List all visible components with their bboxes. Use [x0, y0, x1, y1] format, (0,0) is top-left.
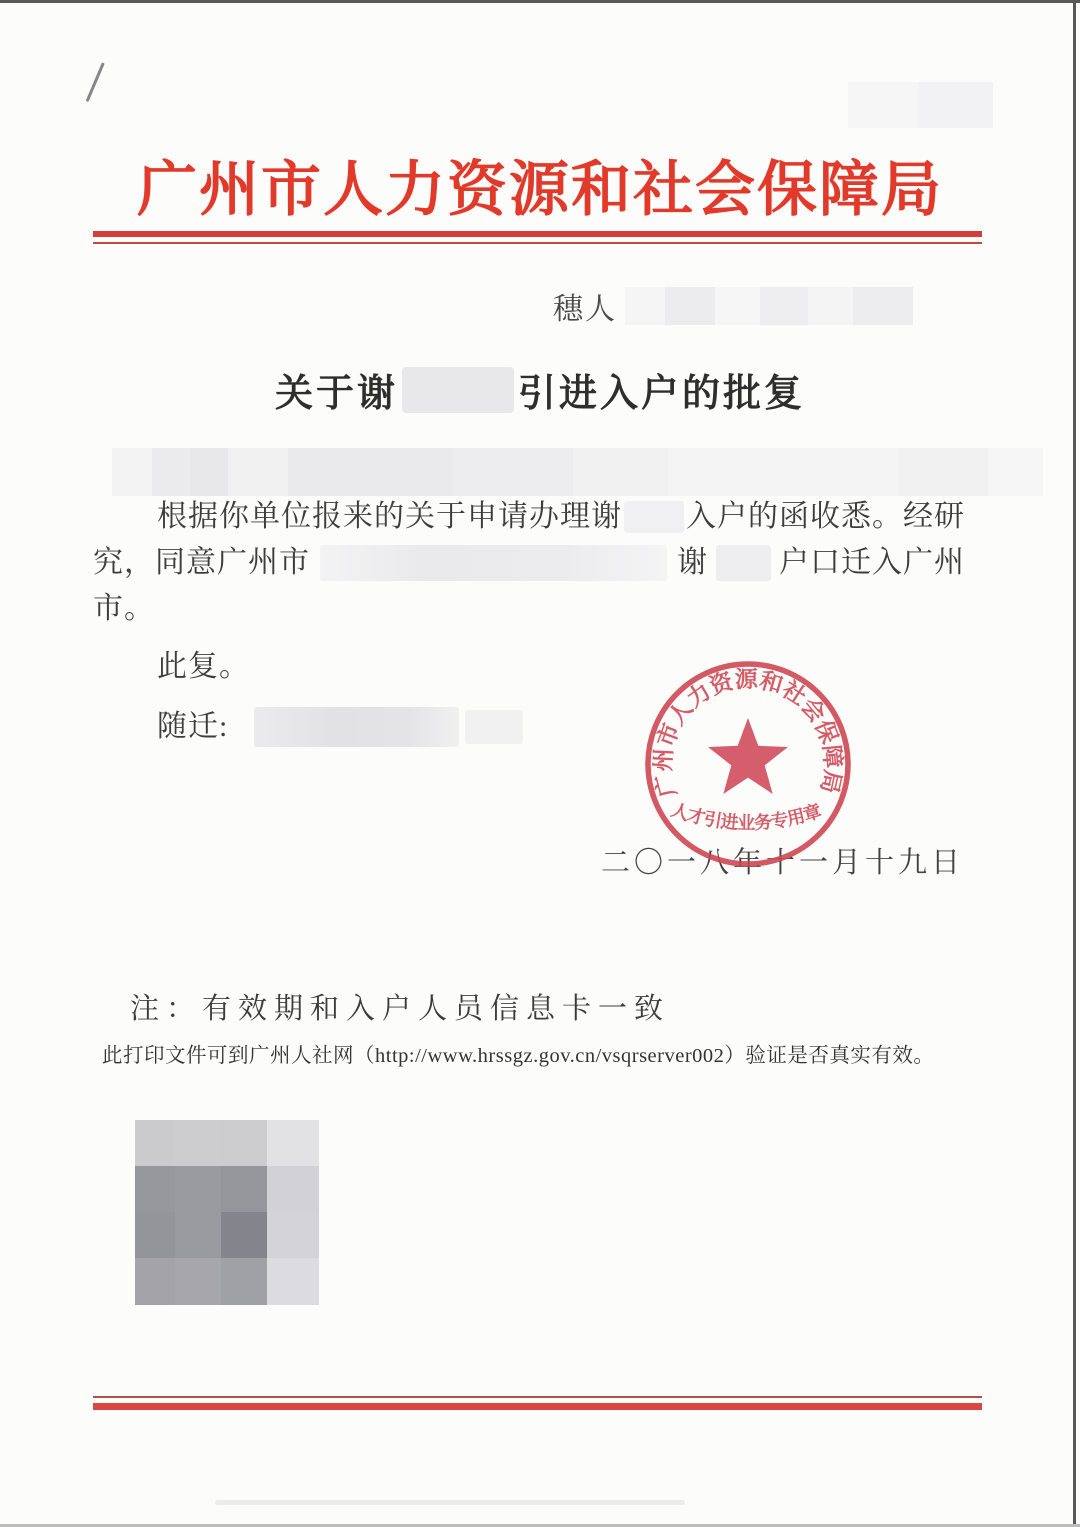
- redacted-doc-number: [625, 287, 913, 325]
- stamp-banner-text: 人才引进业务专用章: [668, 799, 824, 834]
- mosaic-row: [135, 1166, 319, 1212]
- footer-rule-thick: [93, 1403, 982, 1410]
- body-p3: 市。: [93, 592, 155, 625]
- attach-label: 随迁:: [157, 710, 229, 743]
- redaction-block: [573, 448, 668, 496]
- mosaic-cell: [267, 1120, 319, 1166]
- redaction-block: [988, 448, 1043, 496]
- verification-note: 此打印文件可到广州人社网（http://www.hrssgz.gov.cn/vsqrserver002）验证是否真实有效。: [102, 1045, 935, 1067]
- subject-title: [0, 362, 1080, 417]
- mosaic-row: [135, 1212, 319, 1258]
- doc-number-prefix: 穗人: [553, 293, 617, 326]
- redaction-block: [112, 448, 152, 496]
- svg-text:人才引进业务专用章: [669, 800, 824, 833]
- redaction-block: [190, 448, 228, 496]
- mosaic-row: [135, 1258, 319, 1305]
- redacted-name-inline-2: [716, 545, 771, 581]
- body-p1-after: 入户的函收悉。经研: [686, 500, 965, 533]
- redacted-employer: [320, 545, 667, 581]
- redaction-block: [288, 448, 453, 496]
- issue-date: 二〇一八年十一月十九日: [601, 847, 965, 879]
- mosaic-cell: [221, 1166, 267, 1212]
- mosaic-cell: [221, 1212, 267, 1258]
- doc-number-line: [553, 284, 913, 328]
- body-p2-before: 究，同意广州市: [93, 546, 310, 579]
- redaction-block: [898, 448, 988, 496]
- mosaic-cell: [175, 1258, 221, 1305]
- redaction-block: [453, 448, 573, 496]
- footer-rule-thin: [93, 1396, 982, 1398]
- redacted-name-title: [402, 367, 514, 413]
- mosaic-cell: [135, 1212, 175, 1258]
- redacted-dependents-tail: [465, 710, 523, 744]
- redacted-name-inline-1: [624, 501, 684, 533]
- official-seal-stamp: [638, 654, 858, 874]
- validity-note: 注：有效期和入户人员信息卡一致: [130, 993, 671, 1025]
- body-p2-after: 户口迁入广州: [779, 546, 965, 579]
- redacted-dependents: [254, 707, 459, 747]
- mosaic-cell: [175, 1120, 221, 1166]
- body-p1-before: 根据你单位报来的关于申请办理谢: [157, 500, 622, 533]
- body-line-1: [93, 494, 965, 540]
- body-line-3: [93, 586, 965, 632]
- redaction-block: [665, 287, 715, 325]
- agency-letterhead-title: 广州市人力资源和社会保障局: [137, 157, 943, 223]
- redaction-block: [760, 287, 808, 325]
- redaction-block: [625, 287, 665, 325]
- redaction-block: [152, 448, 190, 496]
- subject-after: 引进入户的批复: [518, 373, 806, 415]
- mosaic-cell: [135, 1120, 175, 1166]
- mosaic-cell: [221, 1120, 267, 1166]
- mosaic-cell: [267, 1166, 319, 1212]
- redaction-block: [918, 82, 993, 128]
- letterhead-rule-thin: [93, 242, 982, 244]
- mosaic-cell: [175, 1212, 221, 1258]
- letterhead-rule-thick: [93, 231, 982, 237]
- stamp-star-icon: [708, 718, 788, 794]
- scan-edge-right: [1073, 0, 1076, 1527]
- stamp-ring-text: 广州市人力资源和社会保障局: [650, 666, 846, 800]
- closing-text: 此复。: [157, 650, 250, 683]
- redaction-block: [848, 82, 918, 128]
- redacted-top-right: [848, 82, 993, 128]
- redacted-mosaic-block: [135, 1120, 319, 1305]
- pen-mark: [86, 62, 105, 102]
- mosaic-cell: [175, 1166, 221, 1212]
- mosaic-cell: [135, 1166, 175, 1212]
- redaction-block: [228, 448, 288, 496]
- mosaic-cell: [267, 1212, 319, 1258]
- body-p2-name: 谢: [677, 546, 708, 579]
- redaction-block: [715, 287, 760, 325]
- mosaic-cell: [135, 1258, 175, 1305]
- redacted-recipient-line: [112, 448, 1043, 496]
- scan-smudge: [215, 1500, 685, 1505]
- redaction-block: [808, 287, 853, 325]
- body-line-2: [93, 540, 965, 586]
- scan-edge-top: [0, 0, 1080, 3]
- mosaic-row: [135, 1120, 319, 1166]
- redaction-block: [853, 287, 913, 325]
- mosaic-cell: [267, 1258, 319, 1305]
- mosaic-cell: [221, 1258, 267, 1305]
- redaction-block: [668, 448, 898, 496]
- subject-before: 关于谢: [274, 373, 398, 415]
